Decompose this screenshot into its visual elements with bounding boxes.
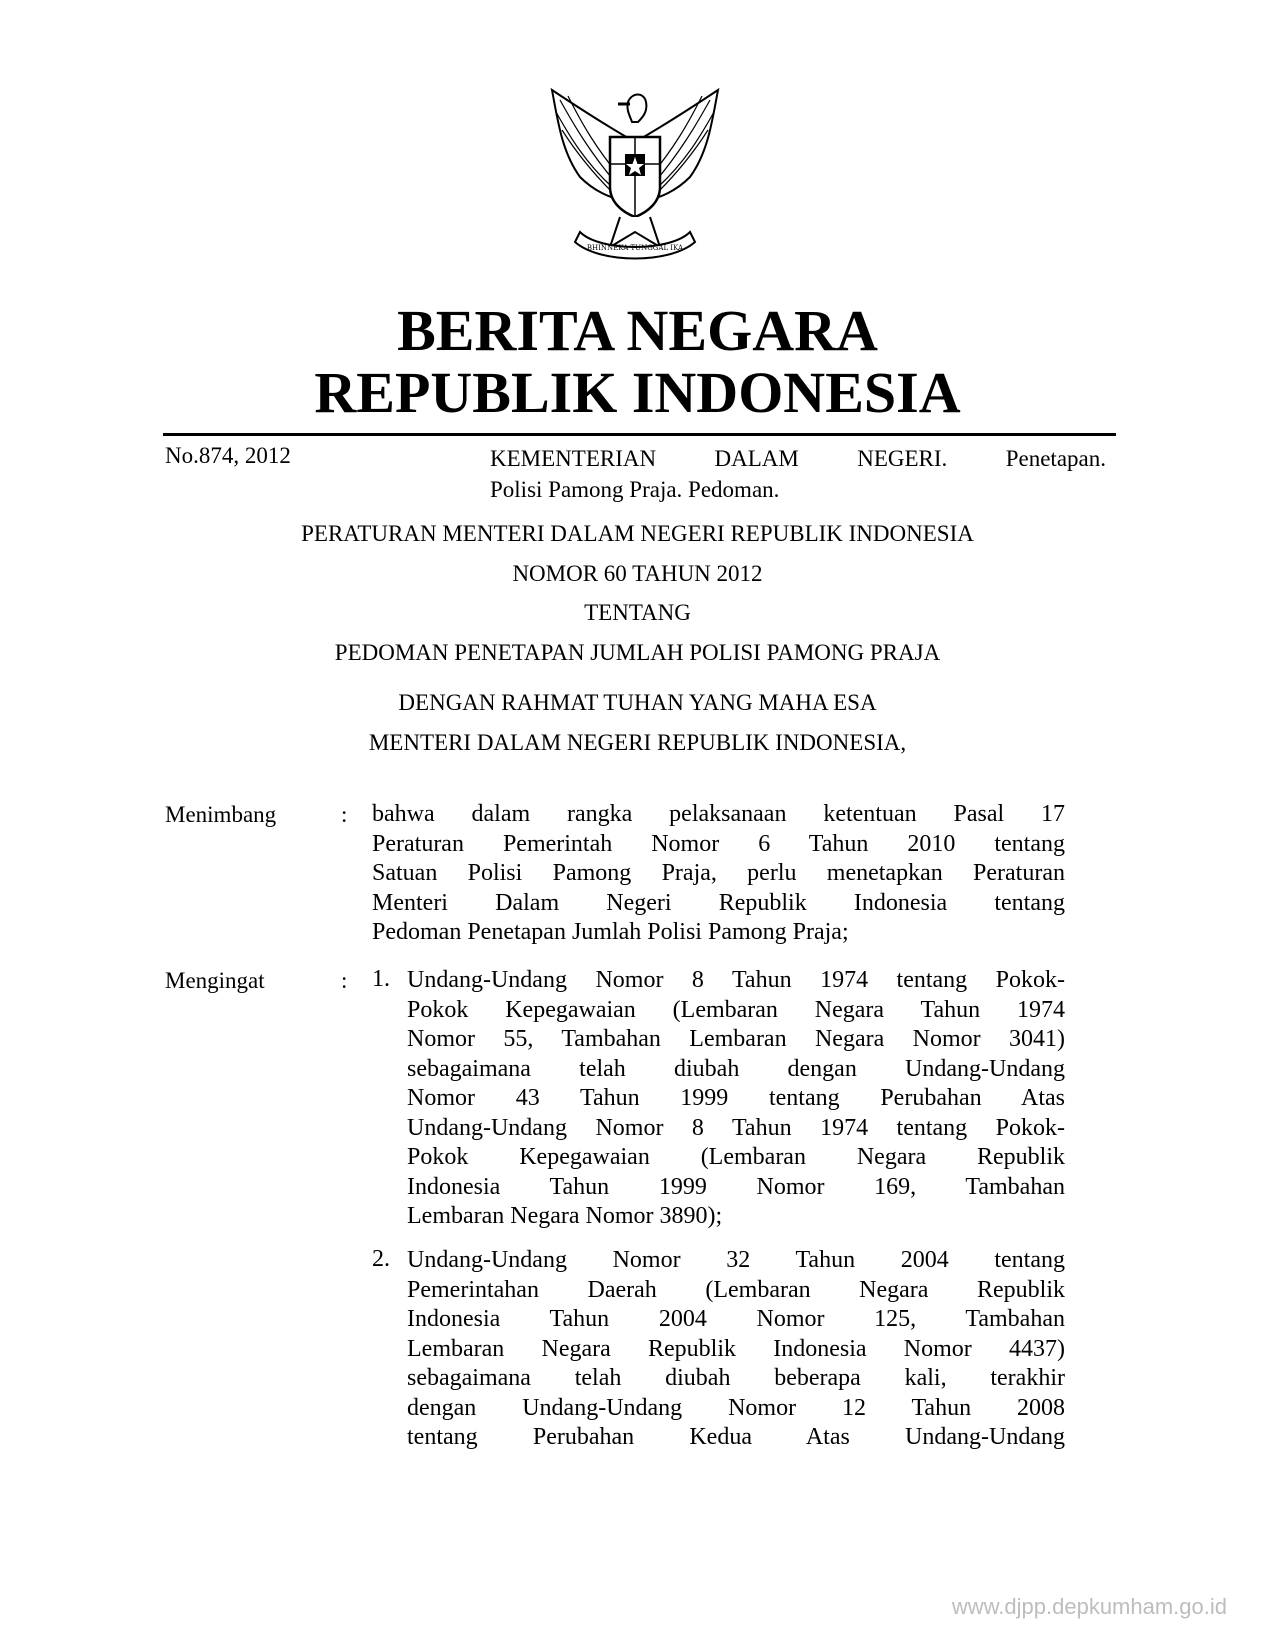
- text-line: Nomor 43 Tahun 1999 tentang Perubahan Atas: [407, 1085, 1065, 1111]
- gazette-subject-line: KEMENTERIAN DALAM NEGERI. Penetapan.: [490, 446, 1106, 471]
- watermark-url: www.djpp.depkumham.go.id: [951, 1594, 1227, 1619]
- list-item-number: 2.: [372, 1246, 390, 1272]
- text-line: Peraturan Pemerintah Nomor 6 Tahun 2010 tentang: [372, 830, 1065, 857]
- mengingat-item-2: [407, 1246, 1065, 1453]
- text-line: Pokok Kepegawaian (Lembaran Negara Republik: [407, 1144, 1065, 1170]
- menimbang-colon: :: [341, 802, 348, 827]
- mengingat-item-1: [407, 966, 1065, 1232]
- menimbang-text: [372, 800, 1065, 948]
- regulation-number: NOMOR 60 TAHUN 2012: [512, 561, 763, 586]
- masthead-title-line2: REPUBLIK INDONESIA: [314, 360, 961, 425]
- text-line: Lembaran Negara Nomor 3890);: [407, 1203, 723, 1229]
- list-item-number: 1.: [372, 966, 390, 992]
- text-line: Lembaran Negara Republik Indonesia Nomor 4437): [407, 1335, 1065, 1362]
- text-line: Undang-Undang Nomor 8 Tahun 1974 tentang Pokok-: [407, 967, 1065, 993]
- regulation-subject: PEDOMAN PENETAPAN JUMLAH POLISI PAMONG PRAJA: [334, 640, 941, 665]
- masthead-rule: [163, 433, 1116, 436]
- text-line: Indonesia Tahun 1999 Nomor 169, Tambahan: [407, 1173, 1065, 1200]
- regulation-issuer: MENTERI DALAM NEGERI REPUBLIK INDONESIA,: [368, 730, 907, 755]
- text-line: Pokok Kepegawaian (Lembaran Negara Tahun 1974: [407, 996, 1065, 1023]
- gazette-number: No.874, 2012: [165, 443, 291, 468]
- regulation-about: TENTANG: [584, 600, 691, 625]
- regulation-title: PERATURAN MENTERI DALAM NEGERI REPUBLIK INDONESIA: [301, 521, 974, 546]
- masthead-title-line1: BERITA NEGARA: [397, 298, 878, 363]
- text-line: Indonesia Tahun 2004 Nomor 125, Tambahan: [407, 1306, 1065, 1332]
- text-line: Pemerintahan Daerah (Lembaran Negara Republik: [407, 1276, 1065, 1303]
- text-line: tentang Perubahan Kedua Atas Undang-Undang: [407, 1424, 1065, 1450]
- mengingat-colon: :: [341, 968, 348, 993]
- menimbang-label: Menimbang: [165, 802, 277, 827]
- text-line: Undang-Undang Nomor 8 Tahun 1974 tentang Pokok-: [407, 1114, 1065, 1141]
- text-line: Satuan Polisi Pamong Praja, perlu menetapkan Peraturan: [372, 860, 1065, 886]
- regulation-invocation: DENGAN RAHMAT TUHAN YANG MAHA ESA: [398, 690, 877, 715]
- gazette-subject: [490, 443, 1106, 505]
- text-line: Undang-Undang Nomor 32 Tahun 2004 tentang: [407, 1247, 1065, 1273]
- emblem-motto: BHINNEKA TUNGGAL IKA: [586, 244, 684, 252]
- text-line: Pedoman Penetapan Jumlah Polisi Pamong Praja;: [372, 919, 849, 945]
- text-line: sebagaimana telah diubah dengan Undang-Undang: [407, 1055, 1065, 1082]
- text-line: Menteri Dalam Negeri Republik Indonesia tentang: [372, 889, 1065, 916]
- gazette-subject-line: Polisi Pamong Praja. Pedoman.: [490, 477, 780, 502]
- text-line: dengan Undang-Undang Nomor 12 Tahun 2008: [407, 1394, 1065, 1421]
- text-line: Nomor 55, Tambahan Lembaran Negara Nomor 3041): [407, 1026, 1065, 1052]
- garuda-pancasila-emblem-icon: [540, 82, 730, 272]
- text-line: bahwa dalam rangka pelaksanaan ketentuan Pasal 17: [372, 801, 1065, 827]
- mengingat-label: Mengingat: [165, 968, 265, 993]
- text-line: sebagaimana telah diubah beberapa kali, terakhir: [407, 1365, 1065, 1391]
